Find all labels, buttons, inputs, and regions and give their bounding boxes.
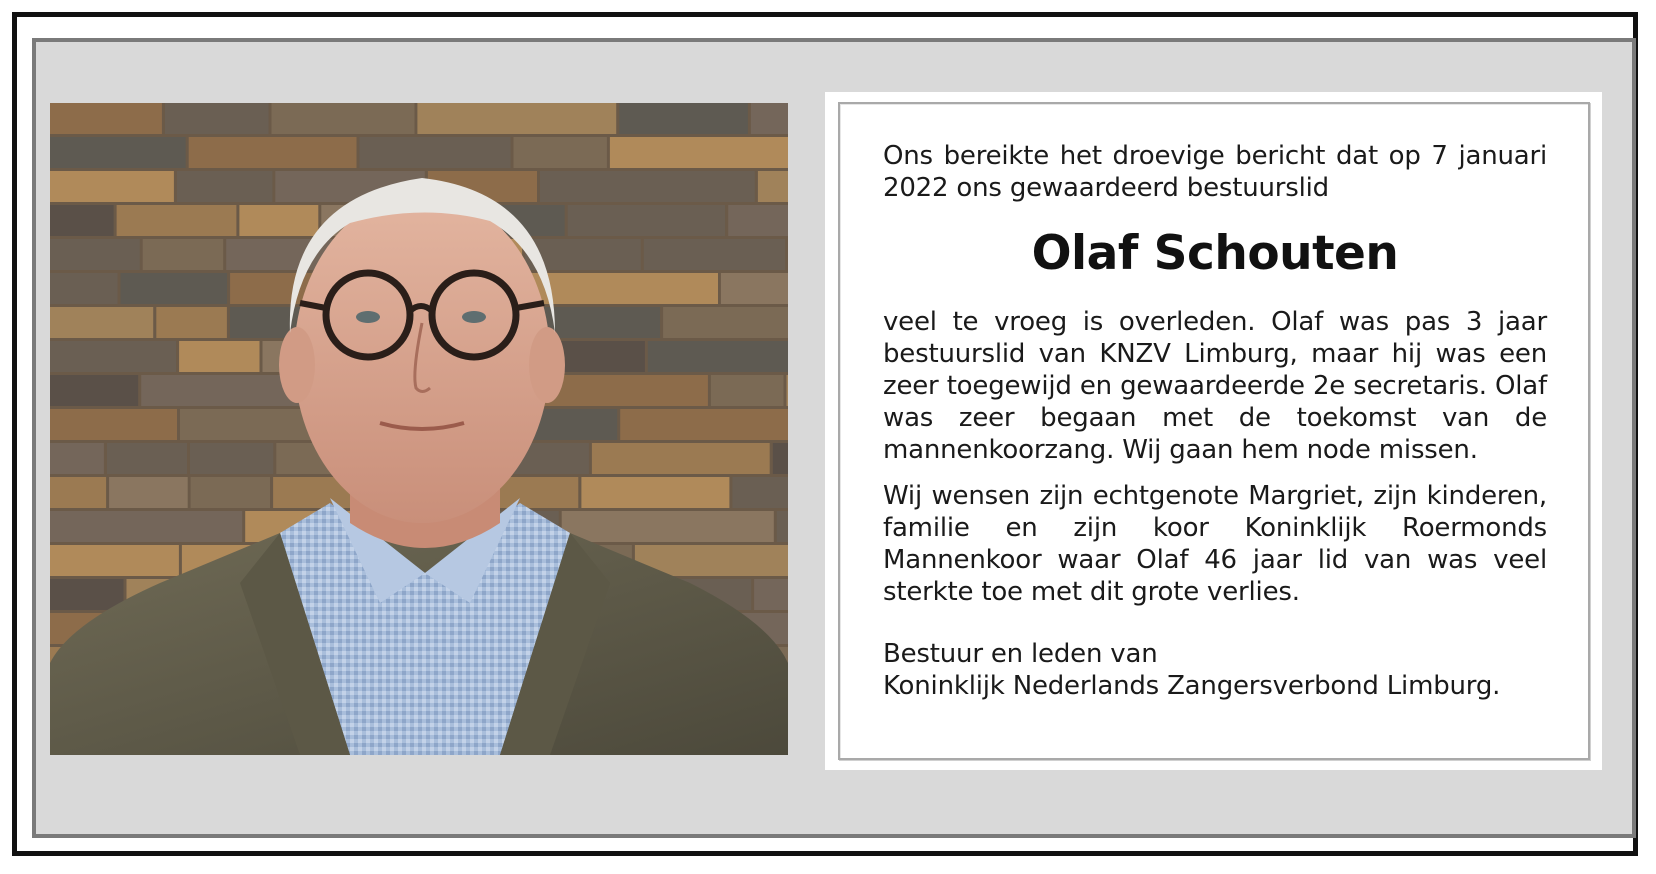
notice-text bbox=[883, 140, 1547, 702]
memorial-card bbox=[825, 92, 1602, 770]
signature-line-1: Bestuur en leden van bbox=[883, 639, 1158, 669]
signature-line-2: Koninklijk Nederlands Zangersverbond Limburg. bbox=[883, 671, 1501, 701]
paragraph-one: veel te vroeg is overleden. Olaf was pas 3 jaar bestuurslid van KNZV Limburg, maar hij was een zeer toegewijd en gewaardeerde 2e secretaris. Olaf was zeer begaan met de toekomst van de mannenkoorzang. Wij gaan hem node missen. bbox=[883, 307, 1547, 465]
intro-text: Ons bereikte het droevige bericht dat op 7 januari 2022 ons gewaardeerd bestuurslid bbox=[883, 141, 1547, 203]
signature bbox=[883, 638, 1547, 702]
deceased-name: Olaf Schouten bbox=[1031, 226, 1399, 281]
paragraph-two: Wij wensen zijn echtgenote Margriet, zijn kinderen, familie en zijn koor Koninklijk Roermonds Mannenkoor waar Olaf 46 jaar lid van was veel sterkte toe met dit grote verlies. bbox=[883, 481, 1547, 607]
portrait-photo bbox=[50, 103, 788, 755]
